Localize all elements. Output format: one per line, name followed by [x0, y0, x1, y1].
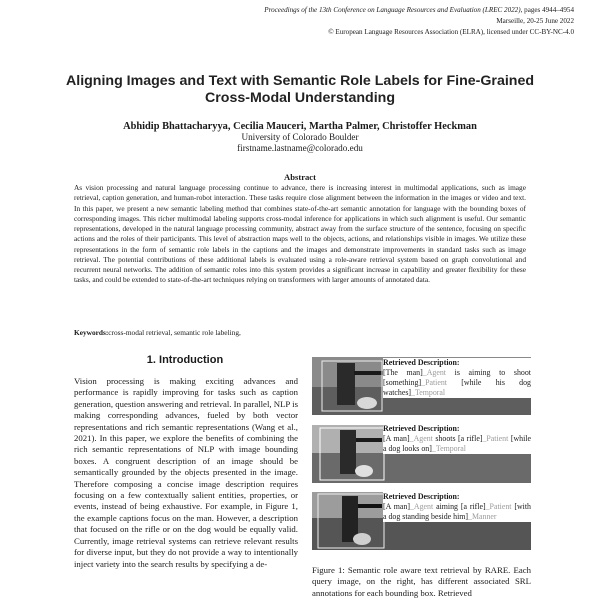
- description-text: shoots [a rifle]: [432, 434, 483, 443]
- semantic-role-label: _Manner: [468, 512, 497, 521]
- retrieved-description-1: [383, 358, 531, 398]
- retrieved-description-heading: Retrieved Description:: [383, 424, 460, 433]
- abstract-text: As vision processing and natural language processing continue to advance, there is increasing interest in multimodal applications, such as image retrieval, caption generation, and human-robot interaction. These tasks require close alignment between the information in the images or video and text. In this paper, we present a new semantic labeling method that combines state-of-the-art semantic annotation for language with the bounding boxes of corresponding images. This richer multimodal labeling supports cross-modal inference for applications in which such alignment is useful. Our semantic representations, developed in the natural language processing community, abstract away from the surface structure of the sentence, focusing on specific actions and the roles of their participants. This level of abstraction maps well to the objects, actions, and relationships visible in images. We utilize these representations in the form of semantic role labels in the captions and the images and demonstrate improvements in standard tasks such as image retrieval. The potential contributions of these additional labels is evaluated using a role-aware retrieval system based on graph convolutional and recurrent neural networks. The addition of semantic roles into this system provides a significant increase in capability and greater flexibility for these tasks, and could be extended to state-of-the-art techniques relying on transformers with larger amounts of annotated data.: [74, 183, 526, 285]
- keywords-label: Keywords:: [74, 328, 109, 337]
- affiliation: University of Colorado Boulder: [241, 132, 359, 142]
- title-line-1: Aligning Images and Text with Semantic Role Labels for Fine-Grained: [66, 73, 534, 89]
- keywords-text: cross-modal retrieval, semantic role labeling,: [108, 328, 241, 337]
- paper-title: [40, 73, 560, 107]
- figure-caption: Figure 1: Semantic role aware text retrieval by RARE. Each query image, on the right, has different associated SRL annotations for each bounding box. Retrieved: [312, 565, 531, 598]
- title-line-2: Cross-Modal Understanding: [205, 90, 395, 106]
- description-text: is aiming to shoot [something]: [383, 368, 531, 387]
- semantic-role-label: _Agent: [409, 502, 434, 511]
- location-line: Marseille, 20-25 June 2022: [496, 17, 574, 25]
- description-text: aiming [a rifle]: [433, 502, 486, 511]
- email: firstname.lastname@colorado.edu: [237, 143, 363, 153]
- semantic-role-label: _Agent: [409, 434, 433, 443]
- affiliation-block: [40, 132, 560, 154]
- semantic-role-label: _Patient: [482, 434, 509, 443]
- retrieved-description-heading: Retrieved Description:: [383, 358, 460, 367]
- authors: Abhidip Bhattacharyya, Cecilia Mauceri, Martha Palmer, Christoffer Heckman: [123, 121, 477, 132]
- keywords: [74, 328, 241, 338]
- retrieved-description-heading: Retrieved Description:: [383, 492, 460, 501]
- intro-text: Vision processing is making exciting advances and performance is rapidly improving for tasks such as caption generation, question answering and retrieval. In parallel, NLP is making corresponding advances, fueled by both vector representations and rich semantic representations (Wang et al., 2021). In this paper, we explore the benefits of combining the rich semantic representations of NLP with image bounding boxes. A congruent description of an image should be semantically grounded by the objects presented in the image. Therefore composing a concise image description requires focusing on a few contextually salient entities, properties, or events, instead of being exhaustive. For example, in Figure 1, the example captions focus on the man. However, a description that focused on the rifle or on the dog would be equally valid. Currently, image retrieval systems can retrieve relevant results for diverse input, but they do not provide a way to intentionally inject variety into the search results by specifying a de-: [74, 376, 298, 569]
- semantic-role-label: _Patient: [485, 502, 512, 511]
- description-text: [The man]: [383, 368, 423, 377]
- retrieved-description-3: [383, 492, 531, 522]
- semantic-role-label: _Agent: [422, 368, 446, 377]
- pages-range: , pages 4944–4954: [520, 6, 574, 14]
- description-text: [while a dog looks on]: [383, 434, 531, 453]
- page-header: [214, 5, 574, 38]
- description-text: [while his dog watches]: [383, 378, 531, 397]
- semantic-role-label: _Patient: [421, 378, 448, 387]
- abstract-heading: Abstract: [284, 172, 316, 182]
- retrieved-description-2: [383, 424, 531, 454]
- proceedings-line: Proceedings of the 13th Conference on Language Resources and Evaluation (LREC 2022): [264, 6, 521, 14]
- semantic-role-label: _Temporal: [431, 444, 466, 453]
- description-text: [A man]: [383, 502, 410, 511]
- semantic-role-label: _Temporal: [411, 388, 446, 397]
- section-heading: 1. Introduction: [146, 354, 224, 366]
- description-text: [A man]: [383, 434, 410, 443]
- license-line: © European Language Resources Association (ELRA), licensed under CC-BY-NC-4.0: [328, 28, 574, 36]
- description-text: [with a dog standing beside him]: [383, 502, 532, 521]
